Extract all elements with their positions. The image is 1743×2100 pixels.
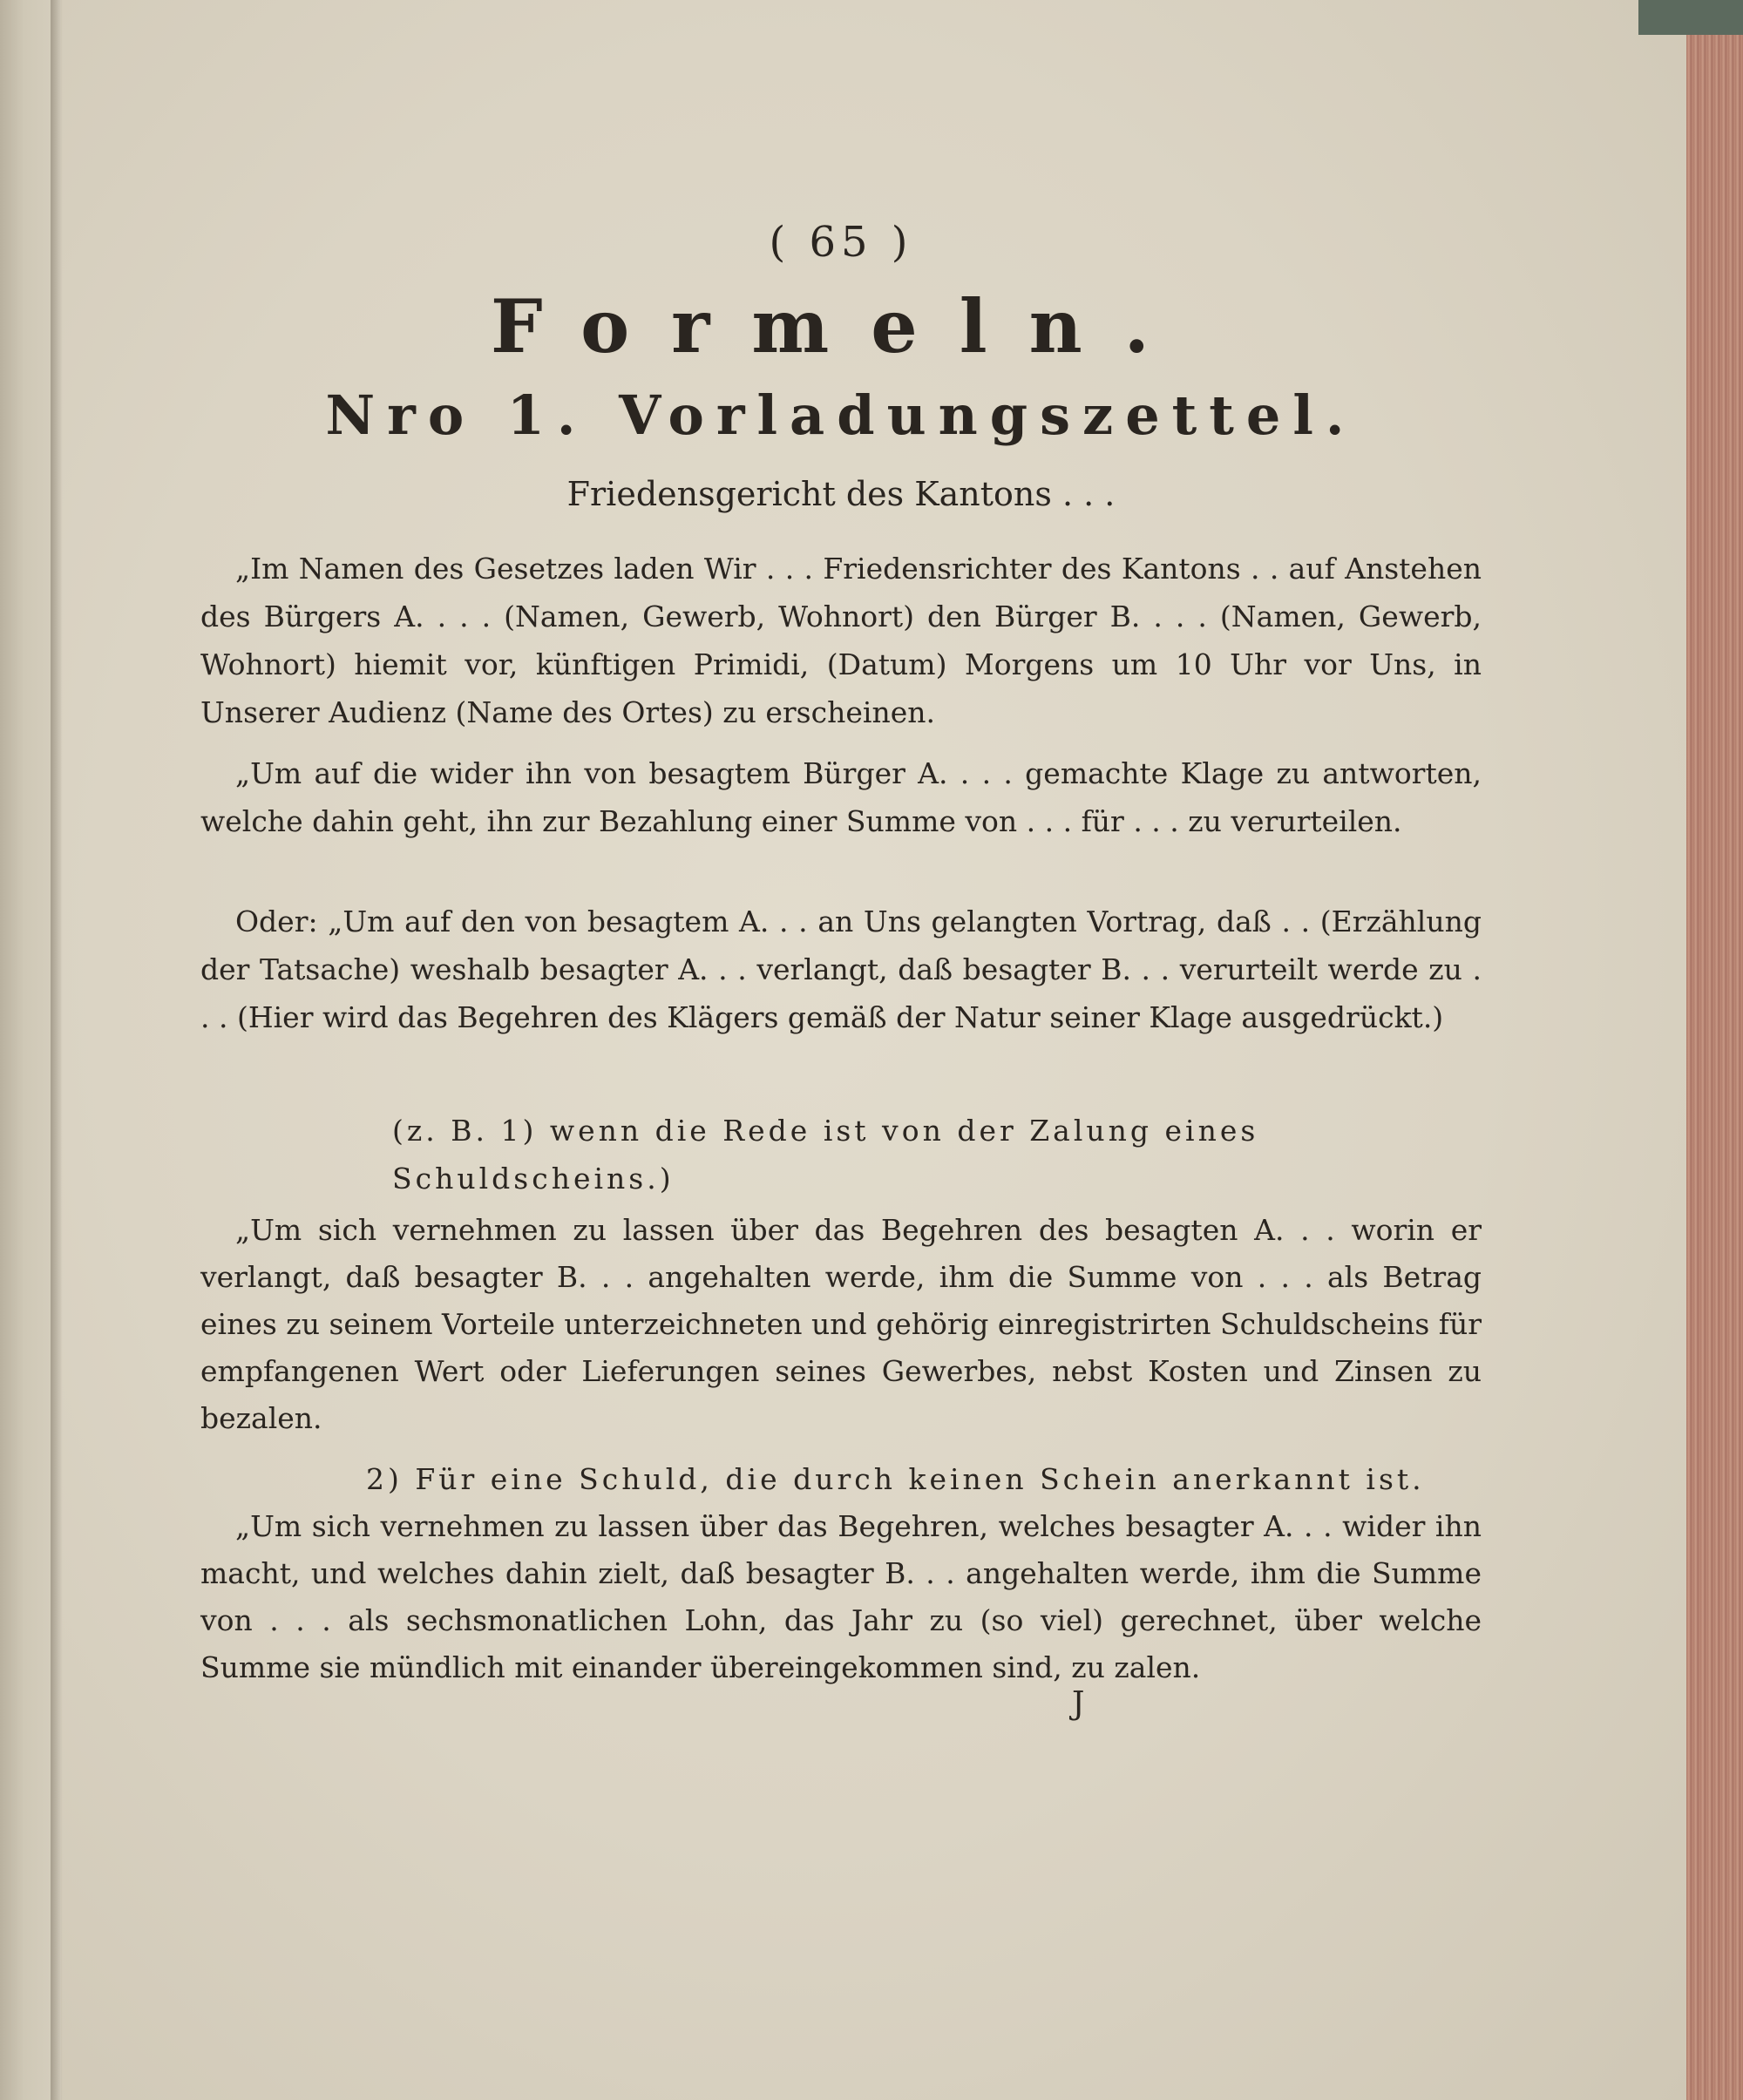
court-line: Friedensgericht des Kantons . . . xyxy=(566,475,1116,513)
paragraph-summons: „Im Namen des Gesetzes laden Wir . . . Friedensrichter des Kantons . . auf Anstehen des Bürgers A. . . . (Namen, Gewerb, Wohnort) den Bürger B. . . . (Namen, Gewerb, Wohnort) hiemit vor, künftigen Primidi, (Datum) Morgens um 10 Uhr vor Uns, in Unserer Audienz (Name des Ortes) zu erscheinen. xyxy=(200,552,1482,729)
paragraph-promissory-note: „Um sich vernehmen zu lassen über das Begehren des besagten A. . . worin er verlangt, daß besagter B. . . angehalten werde, ihm die Summe von . . . als Betrag eines zu seinem Vorteile unterzeichneten und gehörig einregistrirten Schuldscheins für empfangenen Wert oder Lieferungen seines Gewerbes, nebst Kosten und Zinsen zu bezalen. xyxy=(200,1213,1482,1435)
cover-corner xyxy=(1638,0,1743,35)
case-heading-2: 2) Für eine Schuld, die durch keinen Schein anerkannt ist. xyxy=(366,1462,1425,1496)
paragraph-claim: „Um auf die wider ihn von besagtem Bürger A. . . . gemachte Klage zu antworten, welche dahin geht, ihn zur Bezahlung einer Summe von . . . für . . . zu verurteilen. xyxy=(200,756,1482,838)
main-title: Formeln. xyxy=(491,283,1191,369)
case-heading-1: (z. B. 1) wenn die Rede ist von der Zalung eines Schuldscheins.) xyxy=(392,1114,1259,1196)
catchword: J xyxy=(1072,1686,1085,1722)
page-number: ( 65 ) xyxy=(769,218,913,267)
spine-shadow xyxy=(51,0,63,2100)
right-page-edges xyxy=(1686,0,1743,2100)
form-title: Nro 1. Vorladungszettel. xyxy=(325,383,1357,447)
paragraph-alternative: Oder: „Um auf den von besagtem A. . . an Uns gelangten Vortrag, daß . . (Erzählung der Tatsache) weshalb besagter A. . . verlangt, daß besagter B. . . verurteilt werde zu . . . (Hier wird das Begehren des Klägers gemäß der Natur seiner Klage ausgedrückt.) xyxy=(200,904,1482,1034)
book-page xyxy=(61,0,1686,2100)
paragraph-unwritten-debt: „Um sich vernehmen zu lassen über das Begehren, welches besagter A. . . wider ihn macht, und welches dahin zielt, daß besagter B. . . angehalten werde, ihm die Summe von . . . als sechsmonatlichen Lohn, das Jahr zu (so viel) gerechnet, über welche Summe sie mündlich mit einander übereingekommen sind, zu zalen. xyxy=(200,1509,1482,1684)
